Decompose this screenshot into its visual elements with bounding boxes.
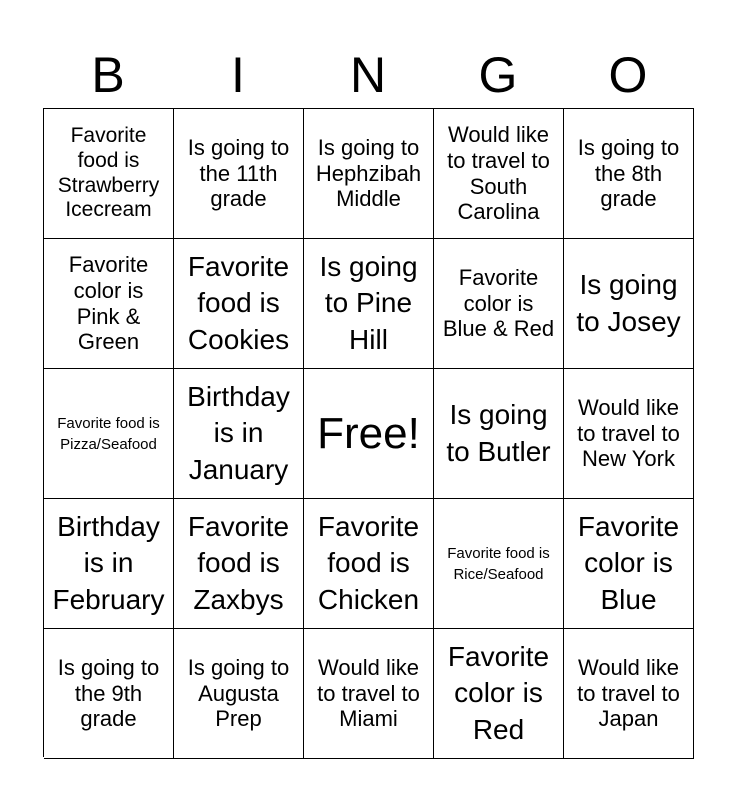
bingo-cell[interactable]: Is going to Augusta Prep xyxy=(174,629,304,759)
bingo-cell[interactable]: Favorite color is Red xyxy=(434,629,564,759)
bingo-cell[interactable]: Would like to travel to Miami xyxy=(304,629,434,759)
bingo-cell[interactable]: Would like to travel to South Carolina xyxy=(434,109,564,239)
bingo-cell[interactable]: Is going to the 11th grade xyxy=(174,109,304,239)
bingo-cell[interactable]: Birthday is in January xyxy=(174,369,304,499)
bingo-cell[interactable]: Is going to Hephzibah Middle xyxy=(304,109,434,239)
bingo-cell[interactable]: Favorite color is Blue xyxy=(564,499,694,629)
header-letter-g: G xyxy=(478,47,518,103)
bingo-cell[interactable]: Favorite food is Chicken xyxy=(304,499,434,629)
bingo-cell[interactable]: Favorite food is Cookies xyxy=(174,239,304,369)
bingo-cell[interactable]: Favorite food is Rice/Seafood xyxy=(434,499,564,629)
header-letter-o: O xyxy=(608,47,648,103)
header-letter-b: B xyxy=(91,47,125,103)
header-letter-i: I xyxy=(231,47,245,103)
bingo-cell[interactable]: Favorite color is Blue & Red xyxy=(434,239,564,369)
bingo-header xyxy=(43,44,693,106)
bingo-cell[interactable]: Favorite color is Pink & Green xyxy=(44,239,174,369)
bingo-cell[interactable]: Birthday is in February xyxy=(44,499,174,629)
bingo-cell[interactable]: Is going to Butler xyxy=(434,369,564,499)
bingo-cell[interactable]: Would like to travel to New York xyxy=(564,369,694,499)
header-letter-n: N xyxy=(349,47,387,103)
bingo-cell[interactable]: Is going to the 9th grade xyxy=(44,629,174,759)
bingo-cell[interactable]: Is going to Josey xyxy=(564,239,694,369)
free-space-cell[interactable]: Free! xyxy=(304,369,434,499)
bingo-cell[interactable]: Favorite food is Strawberry Icecream xyxy=(44,109,174,239)
bingo-board xyxy=(43,108,694,757)
bingo-cell[interactable]: Favorite food is Pizza/Seafood xyxy=(44,369,174,499)
bingo-cell[interactable]: Is going to Pine Hill xyxy=(304,239,434,369)
bingo-cell[interactable]: Is going to the 8th grade xyxy=(564,109,694,239)
bingo-cell[interactable]: Would like to travel to Japan xyxy=(564,629,694,759)
bingo-cell[interactable]: Favorite food is Zaxbys xyxy=(174,499,304,629)
